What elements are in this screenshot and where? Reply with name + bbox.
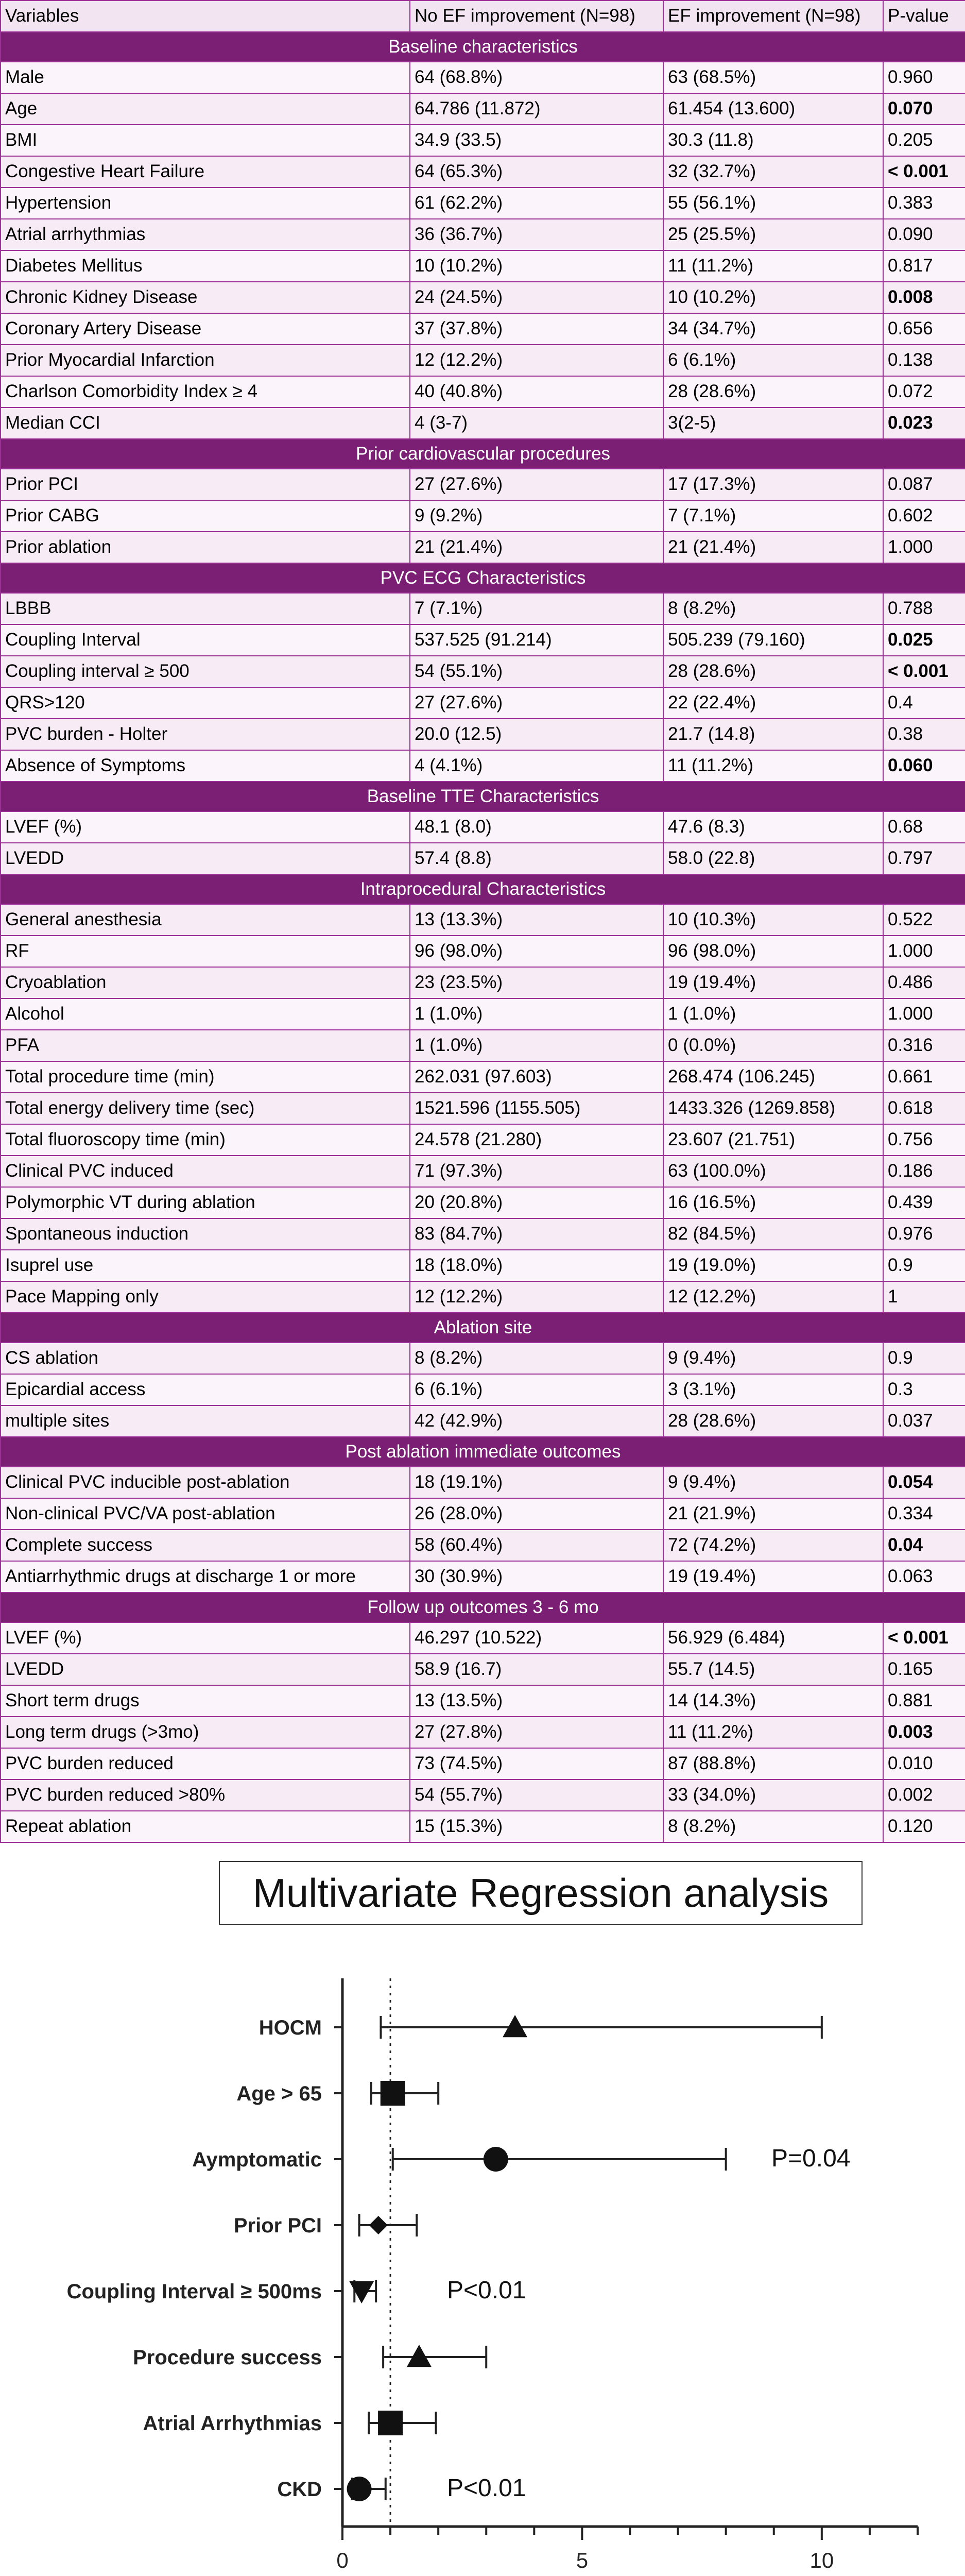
table-row xyxy=(1,1156,965,1187)
p-value-cell: 0.661 xyxy=(883,1061,965,1093)
p-value-cell: 0.3 xyxy=(883,1374,965,1405)
table-row xyxy=(1,376,965,408)
no-ef-improvement-cell: 64.786 (11.872) xyxy=(410,93,663,125)
table-row xyxy=(1,1343,965,1374)
no-ef-improvement-cell: 23 (23.5%) xyxy=(410,967,663,998)
no-ef-improvement-cell: 36 (36.7%) xyxy=(410,219,663,250)
no-ef-improvement-cell: 4 (4.1%) xyxy=(410,750,663,782)
no-ef-improvement-cell: 46.297 (10.522) xyxy=(410,1622,663,1654)
ef-improvement-cell: 56.929 (6.484) xyxy=(663,1622,883,1654)
variable-cell: Alcohol xyxy=(1,998,410,1030)
p-value-cell: 0.522 xyxy=(883,904,965,936)
no-ef-improvement-cell: 20 (20.8%) xyxy=(410,1187,663,1218)
variable-cell: Total procedure time (min) xyxy=(1,1061,410,1093)
p-value-cell: 1.000 xyxy=(883,936,965,967)
no-ef-improvement-cell: 9 (9.2%) xyxy=(410,500,663,532)
table-row xyxy=(1,408,965,439)
y-tick-label: Prior PCI xyxy=(233,2214,322,2237)
p-value-cell: 0.316 xyxy=(883,1030,965,1061)
p-value-cell: 0.976 xyxy=(883,1218,965,1250)
variable-cell: Isuprel use xyxy=(1,1250,410,1281)
p-value-cell: 0.060 xyxy=(883,750,965,782)
ef-improvement-cell: 63 (68.5%) xyxy=(663,62,883,93)
table-row xyxy=(1,500,965,532)
table-row xyxy=(1,1250,965,1281)
table-row xyxy=(1,1622,965,1654)
header-ef-improvement: EF improvement (N=98) xyxy=(663,1,883,32)
no-ef-improvement-cell: 34.9 (33.5) xyxy=(410,125,663,156)
ef-improvement-cell: 3 (3.1%) xyxy=(663,1374,883,1405)
table-row xyxy=(1,1717,965,1748)
p-value-annotation: P<0.01 xyxy=(447,2277,526,2304)
variable-cell: Congestive Heart Failure xyxy=(1,156,410,188)
ef-improvement-cell: 11 (11.2%) xyxy=(663,250,883,282)
no-ef-improvement-cell: 24 (24.5%) xyxy=(410,282,663,313)
no-ef-improvement-cell: 4 (3-7) xyxy=(410,408,663,439)
no-ef-improvement-cell: 42 (42.9%) xyxy=(410,1405,663,1437)
p-value-cell: 0.090 xyxy=(883,219,965,250)
y-tick-label: Aymptomatic xyxy=(192,2148,322,2171)
odds-ratio-point xyxy=(349,2281,374,2303)
no-ef-improvement-cell: 18 (19.1%) xyxy=(410,1467,663,1498)
no-ef-improvement-cell: 20.0 (12.5) xyxy=(410,719,663,750)
ef-improvement-cell: 10 (10.2%) xyxy=(663,282,883,313)
ef-improvement-cell: 55.7 (14.5) xyxy=(663,1654,883,1685)
section-title: Follow up outcomes 3 - 6 mo xyxy=(1,1592,965,1622)
p-value-cell: 0.797 xyxy=(883,843,965,874)
table-row xyxy=(1,624,965,656)
table-row xyxy=(1,1654,965,1685)
ef-improvement-cell: 72 (74.2%) xyxy=(663,1530,883,1561)
table-row xyxy=(1,1281,965,1313)
variable-cell: Antiarrhythmic drugs at discharge 1 or more xyxy=(1,1561,410,1592)
table-row xyxy=(1,1187,965,1218)
p-value-cell: 0.960 xyxy=(883,62,965,93)
no-ef-improvement-cell: 73 (74.5%) xyxy=(410,1748,663,1780)
no-ef-improvement-cell: 18 (18.0%) xyxy=(410,1250,663,1281)
ef-improvement-cell: 28 (28.6%) xyxy=(663,376,883,408)
no-ef-improvement-cell: 7 (7.1%) xyxy=(410,593,663,624)
p-value-cell: 0.618 xyxy=(883,1093,965,1124)
section-header-row xyxy=(1,563,965,593)
ef-improvement-cell: 21 (21.9%) xyxy=(663,1498,883,1530)
variable-cell: Epicardial access xyxy=(1,1374,410,1405)
variable-cell: RF xyxy=(1,936,410,967)
no-ef-improvement-cell: 8 (8.2%) xyxy=(410,1343,663,1374)
no-ef-improvement-cell: 10 (10.2%) xyxy=(410,250,663,282)
table-row xyxy=(1,345,965,376)
table-row xyxy=(1,1093,965,1124)
p-value-cell: 0.4 xyxy=(883,687,965,719)
section-title: Prior cardiovascular procedures xyxy=(1,439,965,469)
table-row xyxy=(1,936,965,967)
odds-ratio-point xyxy=(381,2081,405,2106)
ef-improvement-cell: 22 (22.4%) xyxy=(663,687,883,719)
p-value-cell: 0.054 xyxy=(883,1467,965,1498)
ef-improvement-cell: 21 (21.4%) xyxy=(663,532,883,563)
no-ef-improvement-cell: 64 (68.8%) xyxy=(410,62,663,93)
table-row xyxy=(1,1218,965,1250)
p-value-cell: 0.023 xyxy=(883,408,965,439)
table-row xyxy=(1,967,965,998)
y-tick-label: HOCM xyxy=(259,2016,322,2039)
p-value-annotation: P=0.04 xyxy=(771,2145,851,2172)
no-ef-improvement-cell: 54 (55.7%) xyxy=(410,1780,663,1811)
header-variables: Variables xyxy=(1,1,410,32)
p-value-cell: 0.087 xyxy=(883,469,965,500)
variable-cell: Short term drugs xyxy=(1,1685,410,1717)
ef-improvement-cell: 96 (98.0%) xyxy=(663,936,883,967)
no-ef-improvement-cell: 71 (97.3%) xyxy=(410,1156,663,1187)
ef-improvement-cell: 19 (19.0%) xyxy=(663,1250,883,1281)
p-value-cell: 1.000 xyxy=(883,532,965,563)
table-row xyxy=(1,1685,965,1717)
variable-cell: Total fluoroscopy time (min) xyxy=(1,1124,410,1156)
y-tick-label: Coupling Interval ≥ 500ms xyxy=(66,2280,322,2303)
variable-cell: Long term drugs (>3mo) xyxy=(1,1717,410,1748)
header-no-ef-improvement: No EF improvement (N=98) xyxy=(410,1,663,32)
table-row xyxy=(1,1030,965,1061)
variable-cell: Prior CABG xyxy=(1,500,410,532)
p-value-cell: 0.010 xyxy=(883,1748,965,1780)
no-ef-improvement-cell: 61 (62.2%) xyxy=(410,188,663,219)
variable-cell: Coronary Artery Disease xyxy=(1,313,410,345)
ef-improvement-cell: 8 (8.2%) xyxy=(663,1811,883,1842)
p-value-cell: 0.334 xyxy=(883,1498,965,1530)
variable-cell: Absence of Symptoms xyxy=(1,750,410,782)
odds-ratio-point xyxy=(407,2345,432,2367)
no-ef-improvement-cell: 40 (40.8%) xyxy=(410,376,663,408)
variable-cell: Complete success xyxy=(1,1530,410,1561)
no-ef-improvement-cell: 96 (98.0%) xyxy=(410,936,663,967)
no-ef-improvement-cell: 1 (1.0%) xyxy=(410,1030,663,1061)
p-value-cell: 0.008 xyxy=(883,282,965,313)
ef-improvement-cell: 268.474 (106.245) xyxy=(663,1061,883,1093)
no-ef-improvement-cell: 1 (1.0%) xyxy=(410,998,663,1030)
ef-improvement-cell: 19 (19.4%) xyxy=(663,1561,883,1592)
y-tick-label: CKD xyxy=(277,2478,322,2501)
table-row xyxy=(1,750,965,782)
section-header-row xyxy=(1,1313,965,1343)
ef-improvement-cell: 9 (9.4%) xyxy=(663,1343,883,1374)
p-value-cell: 0.881 xyxy=(883,1685,965,1717)
p-value-cell: 0.602 xyxy=(883,500,965,532)
ef-improvement-cell: 58.0 (22.8) xyxy=(663,843,883,874)
ef-improvement-cell: 10 (10.3%) xyxy=(663,904,883,936)
table-row xyxy=(1,1561,965,1592)
no-ef-improvement-cell: 12 (12.2%) xyxy=(410,1281,663,1313)
p-value-cell: 1.000 xyxy=(883,998,965,1030)
no-ef-improvement-cell: 48.1 (8.0) xyxy=(410,811,663,843)
section-header-row xyxy=(1,1437,965,1467)
ef-improvement-cell: 6 (6.1%) xyxy=(663,345,883,376)
ef-improvement-cell: 505.239 (79.160) xyxy=(663,624,883,656)
p-value-cell: 0.439 xyxy=(883,1187,965,1218)
table-row xyxy=(1,1530,965,1561)
table-row xyxy=(1,904,965,936)
variable-cell: PVC burden - Holter xyxy=(1,719,410,750)
p-value-cell: 0.756 xyxy=(883,1124,965,1156)
no-ef-improvement-cell: 262.031 (97.603) xyxy=(410,1061,663,1093)
table-row xyxy=(1,219,965,250)
p-value-cell: 0.002 xyxy=(883,1780,965,1811)
x-tick-label: 5 xyxy=(576,2548,589,2572)
section-title: Baseline TTE Characteristics xyxy=(1,782,965,811)
table-row xyxy=(1,1061,965,1093)
no-ef-improvement-cell: 26 (28.0%) xyxy=(410,1498,663,1530)
variable-cell: multiple sites xyxy=(1,1405,410,1437)
variable-cell: LVEDD xyxy=(1,1654,410,1685)
variable-cell: Spontaneous induction xyxy=(1,1218,410,1250)
section-title: Intraprocedural Characteristics xyxy=(1,874,965,904)
table-row xyxy=(1,313,965,345)
table-row xyxy=(1,156,965,188)
ef-improvement-cell: 12 (12.2%) xyxy=(663,1281,883,1313)
table-row xyxy=(1,532,965,563)
forest-plot xyxy=(0,1947,965,2576)
variable-cell: Chronic Kidney Disease xyxy=(1,282,410,313)
variable-cell: BMI xyxy=(1,125,410,156)
section-header-row xyxy=(1,874,965,904)
p-value-cell: 0.070 xyxy=(883,93,965,125)
no-ef-improvement-cell: 57.4 (8.8) xyxy=(410,843,663,874)
no-ef-improvement-cell: 37 (37.8%) xyxy=(410,313,663,345)
variable-cell: Polymorphic VT during ablation xyxy=(1,1187,410,1218)
ef-improvement-cell: 23.607 (21.751) xyxy=(663,1124,883,1156)
variable-cell: LVEF (%) xyxy=(1,1622,410,1654)
ef-improvement-cell: 14 (14.3%) xyxy=(663,1685,883,1717)
variable-cell: Charlson Comorbidity Index ≥ 4 xyxy=(1,376,410,408)
regression-title: Multivariate Regression analysis xyxy=(219,1861,863,1925)
odds-ratio-point xyxy=(347,2477,372,2501)
header-p-value: P-value xyxy=(883,1,965,32)
variable-cell: LVEF (%) xyxy=(1,811,410,843)
table-row xyxy=(1,250,965,282)
p-value-cell: 0.003 xyxy=(883,1717,965,1748)
table-row xyxy=(1,469,965,500)
ef-improvement-cell: 34 (34.7%) xyxy=(663,313,883,345)
p-value-cell: 0.656 xyxy=(883,313,965,345)
table-row xyxy=(1,719,965,750)
variable-cell: Repeat ablation xyxy=(1,1811,410,1842)
ef-improvement-cell: 17 (17.3%) xyxy=(663,469,883,500)
variable-cell: QRS>120 xyxy=(1,687,410,719)
p-value-cell: < 0.001 xyxy=(883,1622,965,1654)
variable-cell: Diabetes Mellitus xyxy=(1,250,410,282)
variable-cell: PFA xyxy=(1,1030,410,1061)
no-ef-improvement-cell: 58 (60.4%) xyxy=(410,1530,663,1561)
variable-cell: Prior Myocardial Infarction xyxy=(1,345,410,376)
table-row xyxy=(1,998,965,1030)
table-body xyxy=(1,32,965,1842)
variable-cell: Non-clinical PVC/VA post-ablation xyxy=(1,1498,410,1530)
no-ef-improvement-cell: 21 (21.4%) xyxy=(410,532,663,563)
odds-ratio-point xyxy=(503,2015,527,2037)
table-row xyxy=(1,1780,965,1811)
table-row xyxy=(1,1811,965,1842)
odds-ratio-point xyxy=(378,2411,403,2435)
p-value-cell: 0.04 xyxy=(883,1530,965,1561)
p-value-cell: 0.817 xyxy=(883,250,965,282)
variable-cell: Male xyxy=(1,62,410,93)
variable-cell: Clinical PVC induced xyxy=(1,1156,410,1187)
no-ef-improvement-cell: 1521.596 (1155.505) xyxy=(410,1093,663,1124)
p-value-cell: 0.063 xyxy=(883,1561,965,1592)
variable-cell: Atrial arrhythmias xyxy=(1,219,410,250)
x-tick-label: 10 xyxy=(809,2548,834,2572)
no-ef-improvement-cell: 537.525 (91.214) xyxy=(410,624,663,656)
ef-improvement-cell: 28 (28.6%) xyxy=(663,1405,883,1437)
no-ef-improvement-cell: 83 (84.7%) xyxy=(410,1218,663,1250)
p-value-cell: 0.165 xyxy=(883,1654,965,1685)
no-ef-improvement-cell: 30 (30.9%) xyxy=(410,1561,663,1592)
p-value-cell: 0.037 xyxy=(883,1405,965,1437)
variable-cell: Cryoablation xyxy=(1,967,410,998)
ef-improvement-cell: 55 (56.1%) xyxy=(663,188,883,219)
p-value-cell: 0.38 xyxy=(883,719,965,750)
ef-improvement-cell: 28 (28.6%) xyxy=(663,656,883,687)
p-value-cell: 1 xyxy=(883,1281,965,1313)
table-row xyxy=(1,188,965,219)
variable-cell: Coupling interval ≥ 500 xyxy=(1,656,410,687)
x-tick-label: 0 xyxy=(336,2548,349,2572)
p-value-cell: 0.68 xyxy=(883,811,965,843)
section-header-row xyxy=(1,782,965,811)
no-ef-improvement-cell: 27 (27.6%) xyxy=(410,687,663,719)
variable-cell: LBBB xyxy=(1,593,410,624)
y-tick-label: Atrial Arrhythmias xyxy=(143,2412,322,2435)
y-tick-label: Procedure success xyxy=(133,2346,322,2369)
p-value-annotation: P<0.01 xyxy=(447,2475,526,2502)
ef-improvement-cell: 3(2-5) xyxy=(663,408,883,439)
p-value-cell: 0.025 xyxy=(883,624,965,656)
section-title: Ablation site xyxy=(1,1313,965,1343)
no-ef-improvement-cell: 27 (27.8%) xyxy=(410,1717,663,1748)
table-row xyxy=(1,1405,965,1437)
table-row xyxy=(1,1498,965,1530)
ef-improvement-cell: 1433.326 (1269.858) xyxy=(663,1093,883,1124)
no-ef-improvement-cell: 15 (15.3%) xyxy=(410,1811,663,1842)
no-ef-improvement-cell: 6 (6.1%) xyxy=(410,1374,663,1405)
variable-cell: Median CCI xyxy=(1,408,410,439)
ef-improvement-cell: 16 (16.5%) xyxy=(663,1187,883,1218)
p-value-cell: 0.138 xyxy=(883,345,965,376)
section-title: Post ablation immediate outcomes xyxy=(1,1437,965,1467)
variable-cell: Pace Mapping only xyxy=(1,1281,410,1313)
variable-cell: LVEDD xyxy=(1,843,410,874)
p-value-cell: 0.788 xyxy=(883,593,965,624)
table-row xyxy=(1,93,965,125)
p-value-cell: < 0.001 xyxy=(883,656,965,687)
no-ef-improvement-cell: 13 (13.3%) xyxy=(410,904,663,936)
odds-ratio-point xyxy=(484,2147,508,2172)
ef-improvement-cell: 61.454 (13.600) xyxy=(663,93,883,125)
ef-improvement-cell: 0 (0.0%) xyxy=(663,1030,883,1061)
p-value-cell: 0.486 xyxy=(883,967,965,998)
no-ef-improvement-cell: 64 (65.3%) xyxy=(410,156,663,188)
table-row xyxy=(1,1467,965,1498)
table-row xyxy=(1,282,965,313)
variable-cell: Age xyxy=(1,93,410,125)
table-row xyxy=(1,593,965,624)
section-title: Baseline characteristics xyxy=(1,32,965,62)
ef-improvement-cell: 9 (9.4%) xyxy=(663,1467,883,1498)
ef-improvement-cell: 8 (8.2%) xyxy=(663,593,883,624)
ef-improvement-cell: 25 (25.5%) xyxy=(663,219,883,250)
ef-improvement-cell: 47.6 (8.3) xyxy=(663,811,883,843)
variable-cell: Hypertension xyxy=(1,188,410,219)
no-ef-improvement-cell: 13 (13.5%) xyxy=(410,1685,663,1717)
p-value-cell: 0.072 xyxy=(883,376,965,408)
ef-improvement-cell: 63 (100.0%) xyxy=(663,1156,883,1187)
p-value-cell: 0.186 xyxy=(883,1156,965,1187)
section-header-row xyxy=(1,32,965,62)
table-row xyxy=(1,125,965,156)
table-row xyxy=(1,1124,965,1156)
ef-improvement-cell: 19 (19.4%) xyxy=(663,967,883,998)
variable-cell: CS ablation xyxy=(1,1343,410,1374)
section-header-row xyxy=(1,439,965,469)
table-row xyxy=(1,687,965,719)
p-value-cell: 0.383 xyxy=(883,188,965,219)
variable-cell: Total energy delivery time (sec) xyxy=(1,1093,410,1124)
y-tick-label: Age > 65 xyxy=(236,2082,322,2105)
no-ef-improvement-cell: 24.578 (21.280) xyxy=(410,1124,663,1156)
section-title: PVC ECG Characteristics xyxy=(1,563,965,593)
table-row xyxy=(1,811,965,843)
variable-cell: Prior ablation xyxy=(1,532,410,563)
table-row xyxy=(1,62,965,93)
variable-cell: Coupling Interval xyxy=(1,624,410,656)
ef-improvement-cell: 87 (88.8%) xyxy=(663,1748,883,1780)
ef-improvement-cell: 21.7 (14.8) xyxy=(663,719,883,750)
p-value-cell: 0.205 xyxy=(883,125,965,156)
variable-cell: Clinical PVC inducible post-ablation xyxy=(1,1467,410,1498)
no-ef-improvement-cell: 27 (27.6%) xyxy=(410,469,663,500)
ef-improvement-cell: 1 (1.0%) xyxy=(663,998,883,1030)
no-ef-improvement-cell: 12 (12.2%) xyxy=(410,345,663,376)
table-header-row xyxy=(1,1,965,32)
no-ef-improvement-cell: 54 (55.1%) xyxy=(410,656,663,687)
ef-improvement-cell: 7 (7.1%) xyxy=(663,500,883,532)
section-header-row xyxy=(1,1592,965,1622)
ef-improvement-cell: 82 (84.5%) xyxy=(663,1218,883,1250)
variable-cell: PVC burden reduced xyxy=(1,1748,410,1780)
table-row xyxy=(1,1374,965,1405)
ef-improvement-cell: 30.3 (11.8) xyxy=(663,125,883,156)
table-row xyxy=(1,843,965,874)
p-value-cell: 0.9 xyxy=(883,1250,965,1281)
ef-improvement-cell: 33 (34.0%) xyxy=(663,1780,883,1811)
p-value-cell: 0.9 xyxy=(883,1343,965,1374)
ef-improvement-cell: 11 (11.2%) xyxy=(663,750,883,782)
odds-ratio-point xyxy=(369,2216,388,2234)
p-value-cell: 0.120 xyxy=(883,1811,965,1842)
table-row xyxy=(1,656,965,687)
ef-improvement-cell: 11 (11.2%) xyxy=(663,1717,883,1748)
ef-improvement-cell: 32 (32.7%) xyxy=(663,156,883,188)
p-value-cell: < 0.001 xyxy=(883,156,965,188)
table-row xyxy=(1,1748,965,1780)
variable-cell: Prior PCI xyxy=(1,469,410,500)
no-ef-improvement-cell: 58.9 (16.7) xyxy=(410,1654,663,1685)
variable-cell: General anesthesia xyxy=(1,904,410,936)
variable-cell: PVC burden reduced >80% xyxy=(1,1780,410,1811)
